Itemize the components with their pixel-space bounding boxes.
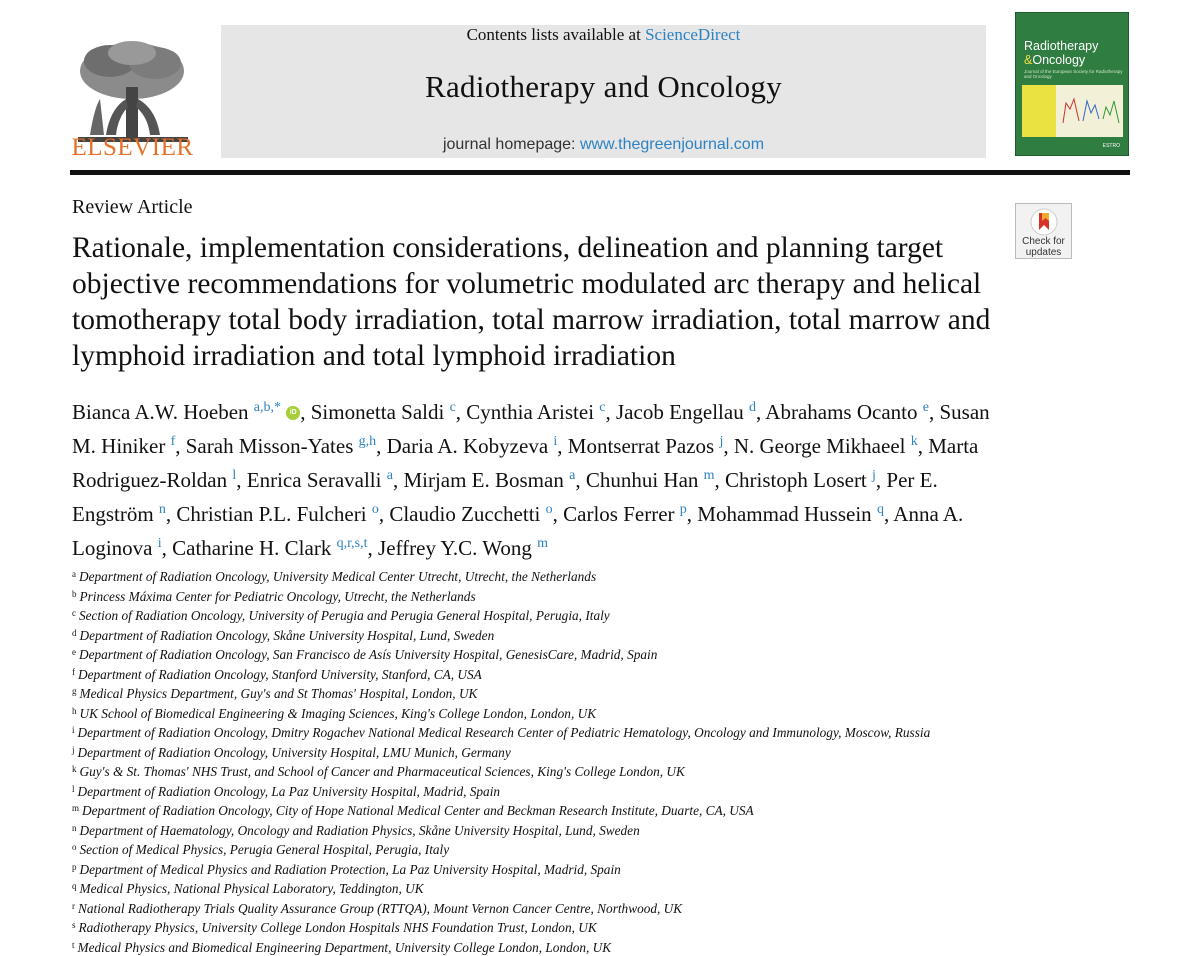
cover-graph-1 bbox=[1062, 93, 1080, 125]
affiliation-label: r bbox=[72, 901, 75, 911]
affiliation-text: Department of Radiation Oncology, San Francisco de Asís University Hospital, GenesisCare, Madrid, Spain bbox=[79, 647, 657, 662]
author-name[interactable]: Christian P.L. Fulcheri bbox=[176, 502, 366, 526]
affiliation-text: Medical Physics and Biomedical Engineering Department, University College London, London, UK bbox=[78, 940, 612, 955]
author-name[interactable]: Mirjam E. Bosman bbox=[403, 468, 563, 492]
author-name[interactable]: Marta Rodriguez-Roldan bbox=[72, 434, 978, 492]
header-rule bbox=[70, 170, 1130, 175]
affiliation-label: c bbox=[72, 608, 76, 618]
orcid-icon[interactable]: iD bbox=[286, 406, 300, 420]
author[interactable]: Sarah Misson-Yates $^{g,h}$, bbox=[186, 434, 387, 458]
author[interactable]: Chunhui Han $^m$, bbox=[586, 468, 725, 492]
author-affiliation-marker[interactable]: g,h bbox=[359, 434, 377, 449]
affiliation-item bbox=[72, 917, 1172, 937]
affiliation-text: Department of Radiation Oncology, University Medical Center Utrecht, Utrecht, the Netherlands bbox=[79, 569, 596, 584]
author-affiliation-marker[interactable]: p bbox=[680, 502, 687, 517]
affiliation-text: Department of Radiation Oncology, La Paz University Hospital, Madrid, Spain bbox=[78, 784, 501, 799]
author-affiliation-marker[interactable]: m bbox=[704, 468, 715, 483]
affiliation-item bbox=[72, 839, 1172, 859]
cover-graph-2 bbox=[1082, 93, 1100, 125]
affiliation-text: UK School of Biomedical Engineering & Imaging Sciences, King's College London, London, UK bbox=[80, 706, 597, 721]
author-name[interactable]: Daria A. Kobyzeva bbox=[387, 434, 549, 458]
author[interactable]: Mirjam E. Bosman $^a$, bbox=[403, 468, 585, 492]
affiliation-text: Department of Medical Physics and Radiation Protection, La Paz University Hospital, Madrid, Spain bbox=[80, 862, 621, 877]
author-name[interactable]: Jeffrey Y.C. Wong bbox=[378, 536, 532, 560]
author[interactable]: Montserrat Pazos $^j$, bbox=[568, 434, 734, 458]
author-name[interactable]: Catharine H. Clark bbox=[172, 536, 331, 560]
author-affiliation-marker[interactable]: a,b,* bbox=[254, 400, 281, 415]
author-name[interactable]: Carlos Ferrer bbox=[563, 502, 674, 526]
author-name[interactable]: Per E. Engström bbox=[72, 468, 938, 526]
author-name[interactable]: Simonetta Saldi bbox=[311, 400, 445, 424]
affiliation-item bbox=[72, 781, 1172, 801]
author[interactable]: Enrica Seravalli $^a$, bbox=[247, 468, 404, 492]
affiliation-label: a bbox=[72, 569, 76, 579]
author[interactable]: Anna A. Loginova $^i$, bbox=[72, 502, 963, 560]
author[interactable]: Christian P.L. Fulcheri $^o$, bbox=[176, 502, 389, 526]
affiliation-item bbox=[72, 683, 1172, 703]
affiliation-item bbox=[72, 605, 1172, 625]
journal-title: Radiotherapy and Oncology bbox=[221, 69, 986, 105]
affiliation-label: b bbox=[72, 589, 77, 599]
contents-line bbox=[221, 25, 986, 45]
author-list bbox=[72, 393, 1012, 563]
author-name[interactable]: Susan M. Hiniker bbox=[72, 400, 990, 458]
author-name[interactable]: Abrahams Ocanto bbox=[765, 400, 917, 424]
affiliation-item bbox=[72, 898, 1172, 918]
affiliation-text: Department of Radiation Oncology, City of Hope National Medical Center and Beckman Research Institute, Duarte, CA, USA bbox=[82, 803, 754, 818]
affiliation-text: Medical Physics Department, Guy's and St Thomas' Hospital, London, UK bbox=[80, 686, 478, 701]
cover-estro-mark: ESTRO bbox=[1103, 143, 1120, 149]
affiliation-label: s bbox=[72, 920, 76, 930]
author[interactable]: Christoph Losert $^j$, bbox=[725, 468, 886, 492]
affiliation-item bbox=[72, 625, 1172, 645]
cover-subtitle: Journal of the European Society for Radiotherapy and Oncology bbox=[1024, 69, 1128, 79]
author-affiliation-marker[interactable]: o bbox=[546, 502, 553, 517]
author[interactable]: Susan M. Hiniker $^f$, bbox=[72, 400, 990, 458]
author[interactable]: Abrahams Ocanto $^e$, bbox=[765, 400, 939, 424]
affiliation-label: o bbox=[72, 842, 77, 852]
author-name[interactable]: Mohammad Hussein bbox=[697, 502, 871, 526]
affiliation-item bbox=[72, 761, 1172, 781]
journal-header bbox=[0, 0, 1200, 180]
affiliation-text: Department of Radiation Oncology, Skåne University Hospital, Lund, Sweden bbox=[80, 628, 495, 643]
affiliation-label: k bbox=[72, 764, 77, 774]
bookmark-icon bbox=[1030, 208, 1058, 236]
author-affiliation-marker[interactable]: n bbox=[159, 502, 166, 517]
author[interactable]: Mohammad Hussein $^q$, bbox=[697, 502, 893, 526]
article-title: Rationale, implementation considerations, delineation and planning target objective recommendations for volumetric modulated arc therapy and helical tomotherapy total body irradiation, total marrow irradiation, total marrow and lymphoid irradiation and total lymphoid irradiation bbox=[72, 230, 1002, 374]
cover-title-line2: Oncology bbox=[1032, 53, 1085, 67]
author-affiliation-marker[interactable]: c bbox=[599, 400, 605, 415]
affiliation-label: i bbox=[72, 725, 75, 735]
article-type: Review Article bbox=[72, 196, 193, 219]
author[interactable]: Carlos Ferrer $^p$, bbox=[563, 502, 697, 526]
author-name[interactable]: Enrica Seravalli bbox=[247, 468, 382, 492]
affiliation-item bbox=[72, 937, 1172, 956]
affiliation-text: Section of Radiation Oncology, University of Perugia and Perugia General Hospital, Perugia, Italy bbox=[79, 608, 610, 623]
affiliation-item bbox=[72, 703, 1172, 723]
check-for-updates-button[interactable] bbox=[1015, 203, 1072, 259]
author[interactable]: Simonetta Saldi $^c$, bbox=[311, 400, 467, 424]
author-affiliation-marker[interactable]: i bbox=[158, 536, 162, 551]
affiliation-item bbox=[72, 742, 1172, 762]
cover-title-line1: Radiotherapy bbox=[1024, 39, 1098, 53]
affiliation-item bbox=[72, 644, 1172, 664]
affiliation-text: Guy's & St. Thomas' NHS Trust, and School of Cancer and Pharmaceutical Sciences, King's College London, UK bbox=[80, 764, 685, 779]
author[interactable]: Catharine H. Clark $^{q,r,s,t}$, bbox=[172, 536, 378, 560]
affiliation-text: Medical Physics, National Physical Laboratory, Teddington, UK bbox=[80, 881, 424, 896]
homepage-link[interactable]: www.thegreenjournal.com bbox=[580, 136, 764, 153]
author[interactable]: N. George Mikhaeel $^k$, bbox=[734, 434, 928, 458]
sciencedirect-link[interactable]: ScienceDirect bbox=[645, 25, 740, 44]
affiliation-text: Department of Radiation Oncology, University Hospital, LMU Munich, Germany bbox=[78, 745, 511, 760]
contents-prefix: Contents lists available at bbox=[467, 25, 645, 44]
affiliation-label: t bbox=[72, 940, 75, 950]
author-affiliation-marker[interactable]: a bbox=[569, 468, 575, 483]
author[interactable]: Bianca A.W. Hoeben $^{a,b,*}$ iD , bbox=[72, 400, 311, 424]
author-name[interactable]: Claudio Zucchetti bbox=[389, 502, 540, 526]
affiliation-text: Department of Radiation Oncology, Dmitry Rogachev National Medical Research Center of Pediatric Hematology, Oncology and Immunology, Moscow, Russia bbox=[78, 725, 931, 740]
affiliation-label: e bbox=[72, 647, 76, 657]
affiliation-label: p bbox=[72, 862, 77, 872]
author-affiliation-marker[interactable]: a bbox=[387, 468, 393, 483]
homepage-prefix: journal homepage: bbox=[443, 136, 580, 153]
affiliation-label: h bbox=[72, 706, 77, 716]
author-affiliation-marker[interactable]: j bbox=[719, 434, 723, 449]
check-updates-line2: updates bbox=[1026, 247, 1062, 258]
author-affiliation-marker[interactable]: q bbox=[877, 502, 884, 517]
affiliation-item bbox=[72, 859, 1172, 879]
cover-title bbox=[1024, 39, 1098, 67]
elsevier-wordmark: ELSEVIER bbox=[70, 134, 195, 162]
affiliation-text: Section of Medical Physics, Perugia General Hospital, Perugia, Italy bbox=[80, 842, 450, 857]
journal-banner bbox=[221, 25, 986, 158]
author[interactable]: Claudio Zucchetti $^o$, bbox=[389, 502, 563, 526]
author-name[interactable]: Christoph Losert bbox=[725, 468, 867, 492]
affiliation-text: National Radiotherapy Trials Quality Assurance Group (RTTQA), Mount Vernon Cancer Centre, Northwood, UK bbox=[78, 901, 682, 916]
author[interactable]: Per E. Engström $^n$, bbox=[72, 468, 938, 526]
author-name[interactable]: Anna A. Loginova bbox=[72, 502, 963, 560]
author[interactable]: Marta Rodriguez-Roldan $^l$, bbox=[72, 434, 978, 492]
author-affiliation-marker[interactable]: d bbox=[749, 400, 756, 415]
author-affiliation-marker[interactable]: f bbox=[171, 434, 176, 449]
author[interactable]: Cynthia Aristei $^c$, bbox=[466, 400, 616, 424]
affiliation-item bbox=[72, 586, 1172, 606]
affiliation-text: Department of Haematology, Oncology and Radiation Physics, Skåne University Hospital, Lund, Sweden bbox=[80, 823, 640, 838]
journal-cover[interactable] bbox=[1015, 12, 1129, 156]
affiliation-item bbox=[72, 878, 1172, 898]
affiliation-label: l bbox=[72, 784, 75, 794]
author-name[interactable]: Sarah Misson-Yates bbox=[186, 434, 354, 458]
author-name[interactable]: N. George Mikhaeel bbox=[734, 434, 906, 458]
cover-graph-3 bbox=[1102, 93, 1120, 125]
cover-ampersand: & bbox=[1024, 53, 1032, 67]
author-name[interactable]: Bianca A.W. Hoeben bbox=[72, 400, 249, 424]
affiliation-label: j bbox=[72, 745, 75, 755]
affiliation-label: f bbox=[72, 667, 75, 677]
author-affiliation-marker[interactable]: l bbox=[232, 468, 236, 483]
author-name[interactable]: Jacob Engellau bbox=[616, 400, 744, 424]
check-updates-line1: Check for bbox=[1022, 236, 1065, 247]
author[interactable]: Daria A. Kobyzeva $^i$, bbox=[387, 434, 568, 458]
author-affiliation-marker[interactable]: k bbox=[911, 434, 918, 449]
author[interactable] bbox=[378, 536, 548, 560]
affiliation-item bbox=[72, 664, 1172, 684]
affiliation-label: m bbox=[72, 803, 79, 813]
affiliation-item bbox=[72, 566, 1172, 586]
journal-homepage bbox=[221, 136, 986, 154]
author-affiliation-marker[interactable]: c bbox=[450, 400, 456, 415]
cover-graphic bbox=[1022, 85, 1123, 137]
affiliation-list bbox=[72, 566, 1172, 956]
affiliation-item bbox=[72, 820, 1172, 840]
affiliation-label: q bbox=[72, 881, 77, 891]
affiliation-item bbox=[72, 800, 1172, 820]
affiliation-text: Department of Radiation Oncology, Stanford University, Stanford, CA, USA bbox=[78, 667, 482, 682]
affiliation-item bbox=[72, 722, 1172, 742]
author-affiliation-marker[interactable]: o bbox=[372, 502, 379, 517]
affiliation-text: Princess Máxima Center for Pediatric Oncology, Utrecht, the Netherlands bbox=[80, 589, 476, 604]
author-affiliation-marker[interactable]: j bbox=[872, 468, 876, 483]
author-name[interactable]: Cynthia Aristei bbox=[466, 400, 594, 424]
author-affiliation-marker[interactable]: m bbox=[537, 536, 548, 551]
affiliation-text: Radiotherapy Physics, University College London Hospitals NHS Foundation Trust, London, UK bbox=[79, 920, 597, 935]
author-affiliation-marker[interactable]: i bbox=[553, 434, 557, 449]
author-affiliation-marker[interactable]: q,r,s,t bbox=[337, 536, 368, 551]
affiliation-label: g bbox=[72, 686, 77, 696]
cover-contents-box bbox=[1022, 85, 1056, 137]
affiliation-label: n bbox=[72, 823, 77, 833]
author-name[interactable]: Montserrat Pazos bbox=[568, 434, 714, 458]
author-name[interactable]: Chunhui Han bbox=[586, 468, 699, 492]
author[interactable]: Jacob Engellau $^d$, bbox=[616, 400, 765, 424]
check-for-updates-label bbox=[1016, 236, 1071, 258]
author-affiliation-marker[interactable]: e bbox=[923, 400, 929, 415]
affiliation-label: d bbox=[72, 628, 77, 638]
